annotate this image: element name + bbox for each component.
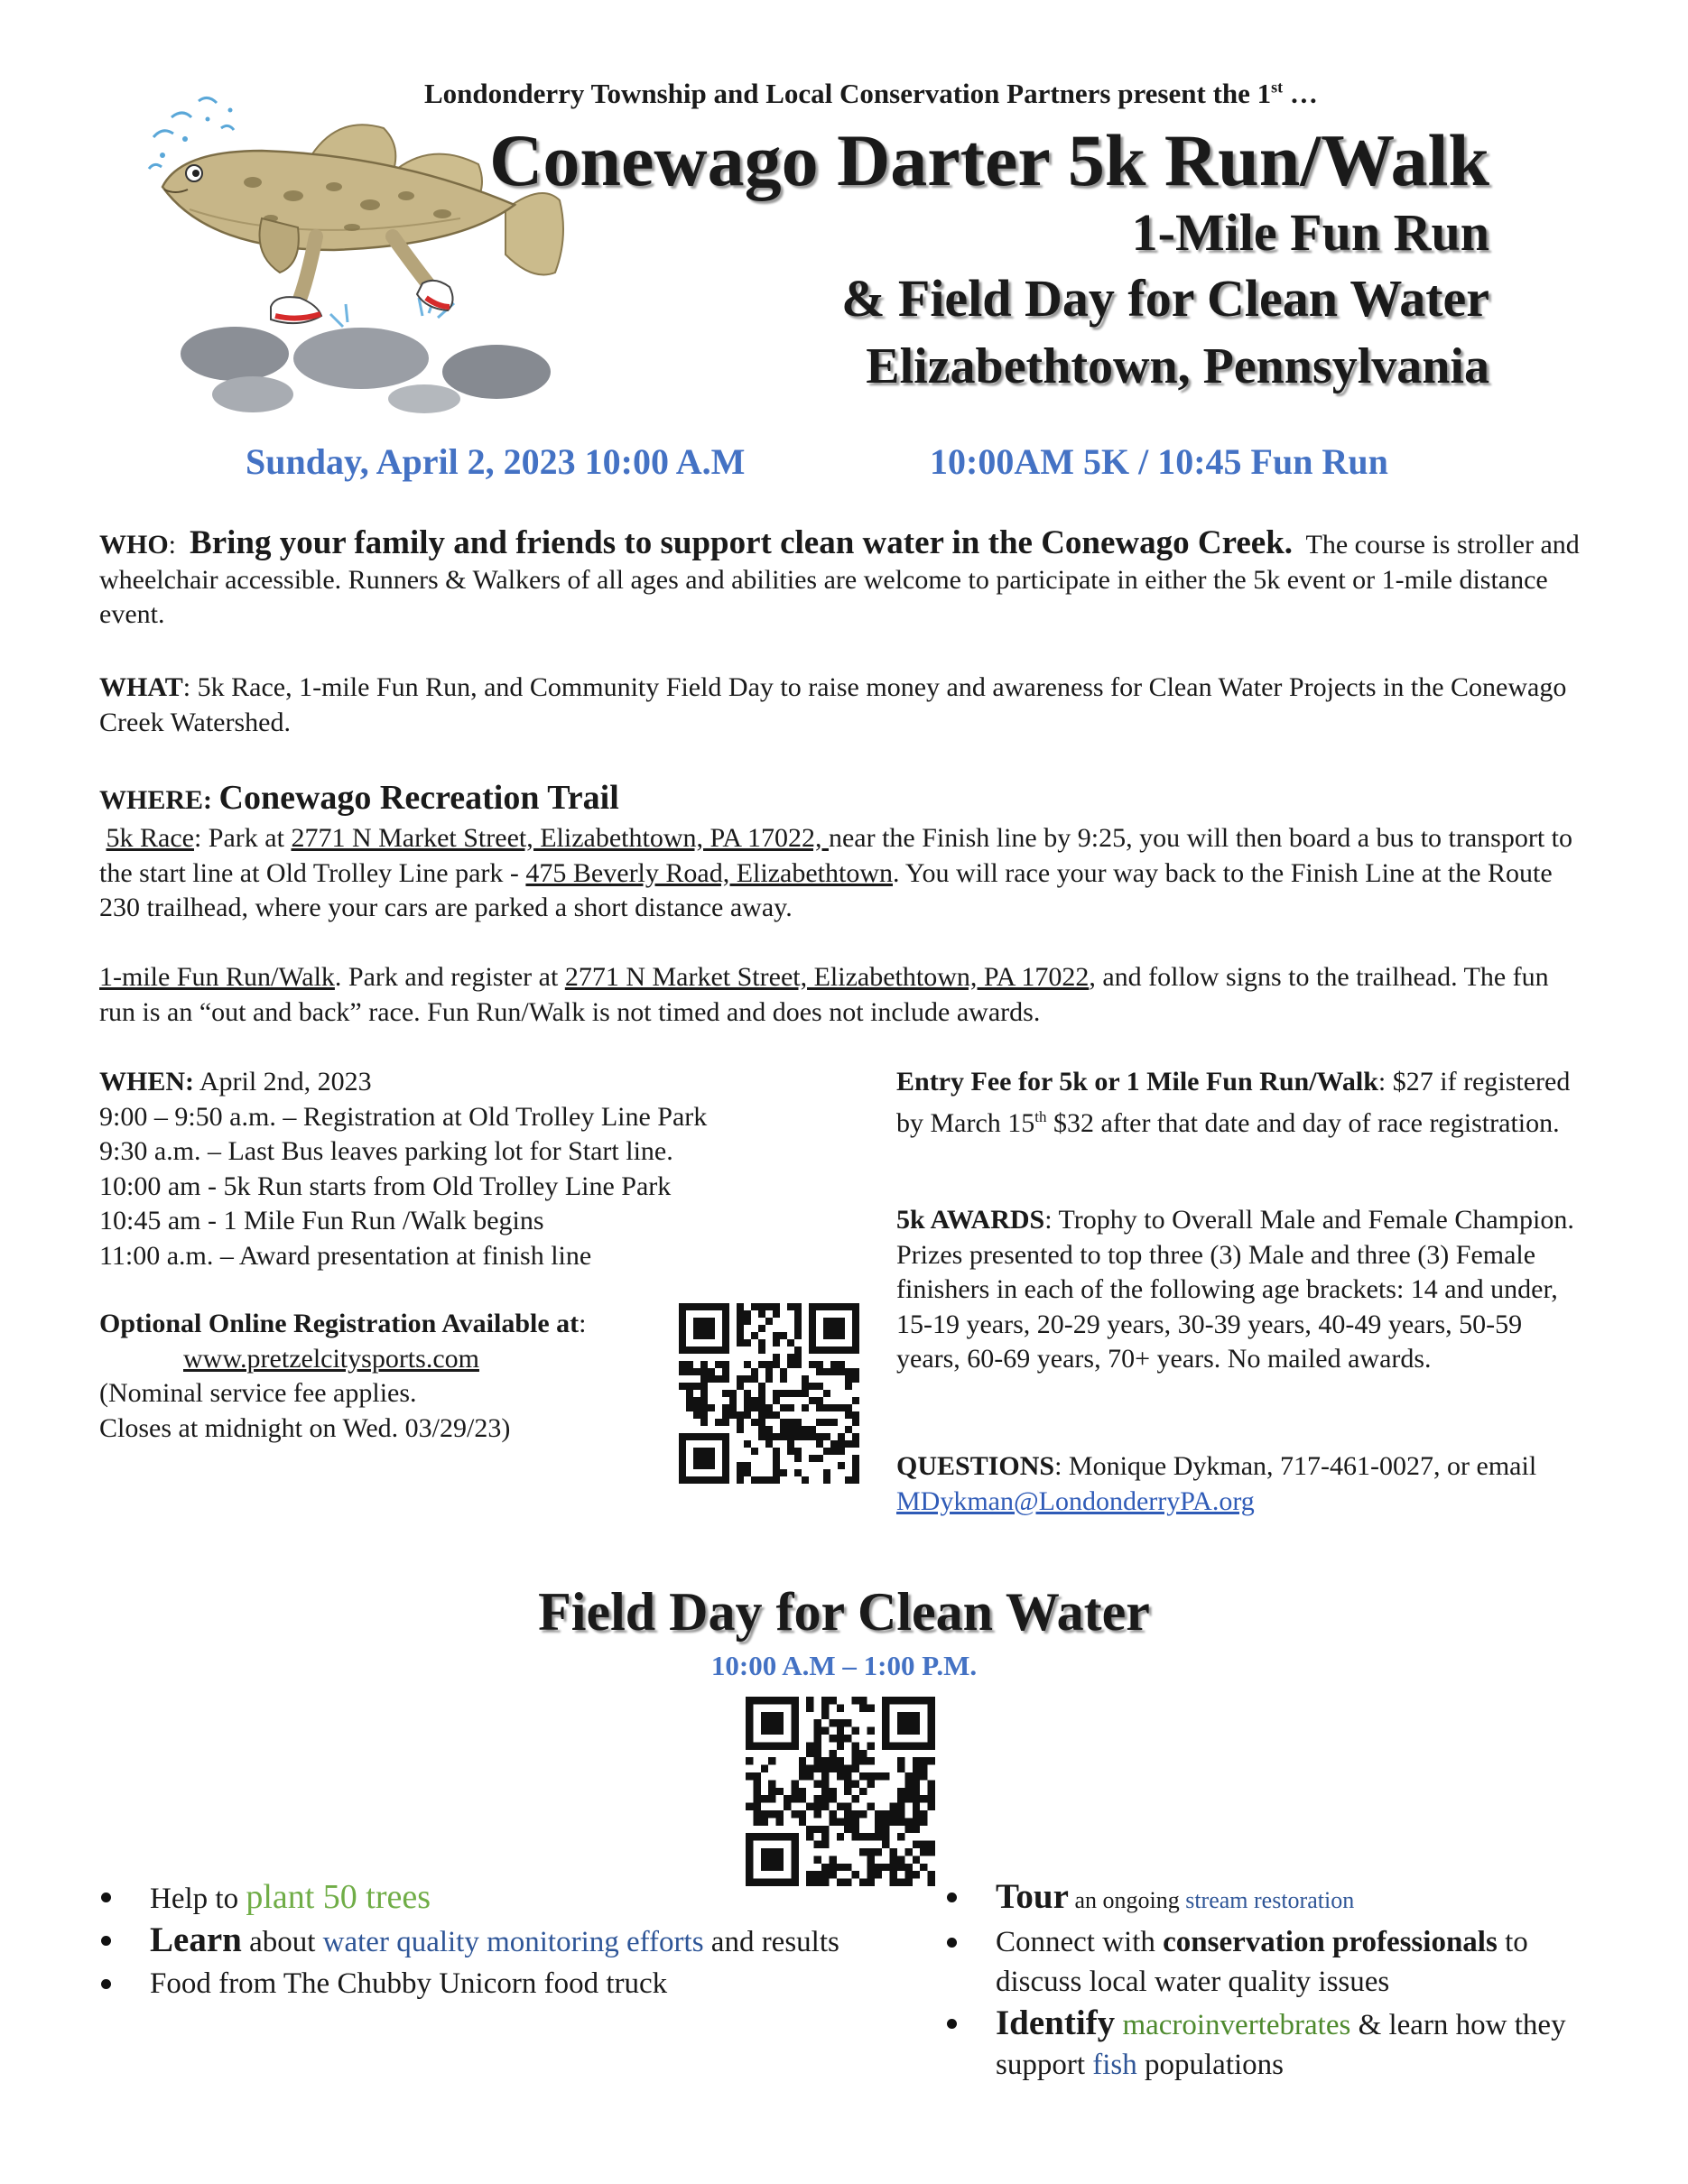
- list-item: Tour an ongoing stream restoration: [996, 1877, 1618, 1920]
- qr-code-field-day[interactable]: [746, 1697, 935, 1886]
- where-5k-text: 5k Race: Park at 2771 N Market Street, Elizabethtown, PA 17022, near the Finish line by 9:25, you will then board a bus to transport to the start line at Old Trolley Line park - 475 Beverly Road, Elizabethtown. You will race your way back to the Finish Line at the Route 230 trailhead, where your cars are parked a short distance away.: [99, 823, 1573, 922]
- list-item: Identify macroinvertebrates & learn how they support fish populations: [996, 2004, 1618, 2085]
- plant-trees-highlight: plant 50 trees: [246, 1878, 431, 1916]
- what-text: : 5k Race, 1-mile Fun Run, and Community Field Day to raise money and awareness for Clean Water Projects in the Conewago Creek Watershed.: [99, 672, 1567, 737]
- field-day-activities-right: [996, 1877, 1618, 2085]
- awards-label: 5k AWARDS: [896, 1205, 1045, 1235]
- where-heading: WHERE: Conewago Recreation Trail: [99, 779, 619, 817]
- schedule-item: 9:00 – 9:50 a.m. – Registration at Old Trolley Line Park: [99, 1101, 708, 1132]
- registration-close-date: Closes at midnight on Wed. 03/29/23): [99, 1412, 511, 1443]
- race-5k-address: 2771 N Market Street, Elizabethtown, PA 17022,: [291, 823, 829, 853]
- event-subtitle-fun-run: 1-Mile Fun Run: [1131, 203, 1489, 262]
- event-times: 10:00AM 5K / 10:45 Fun Run: [930, 441, 1388, 482]
- list-item: Learn about water quality monitoring efforts and results: [150, 1920, 872, 1962]
- entry-fee-section: Entry Fee for 5k or 1 Mile Fun Run/Walk: $27 if registered by March 15th $32 after that date and day of race registration.: [896, 1067, 1571, 1138]
- field-day-title: Field Day for Clean Water: [538, 1582, 1150, 1642]
- schedule-item: 10:45 am - 1 Mile Fun Run /Walk begins: [99, 1206, 544, 1235]
- registration-note: (Nominal service fee applies.: [99, 1378, 417, 1408]
- what-section: [99, 671, 1589, 740]
- water-quality-highlight: water quality monitoring efforts: [322, 1926, 704, 1958]
- where-place: Conewago Recreation Trail: [218, 779, 619, 817]
- registration-label: Optional Online Registration Available at: [99, 1309, 580, 1338]
- schedule-item: 9:30 a.m. – Last Bus leaves parking lot for Start line.: [99, 1136, 673, 1166]
- event-date: Sunday, April 2, 2023 10:00 A.M: [246, 441, 746, 482]
- who-label: WHO: [99, 530, 169, 560]
- presenter-line: Londonderry Township and Local Conservation Partners present the 1st …: [424, 78, 1318, 109]
- who-headline: Bring your family and friends to support clean water in the Conewago Creek.: [190, 524, 1294, 561]
- when-label: WHEN:: [99, 1067, 194, 1097]
- who-section: WHO: Bring your family and friends to support clean water in the Conewago Creek. The course is stroller and wheelchair accessible. Runners & Walkers of all ages and abilities are welcome to participate in either the 5k event or 1-mile distance event.: [99, 524, 1580, 629]
- field-day-time: 10:00 A.M – 1:00 P.M.: [710, 1650, 978, 1681]
- schedule-item: 10:00 am - 5k Run starts from Old Trolley Line Park: [99, 1171, 672, 1201]
- contact-email-link[interactable]: MDykman@LondonderryPA.org: [896, 1485, 1255, 1516]
- race-5k-label: 5k Race: [106, 823, 194, 853]
- schedule-item: 11:00 a.m. – Award presentation at finish line: [99, 1240, 592, 1271]
- event-location: Elizabethtown, Pennsylvania: [866, 338, 1489, 394]
- who-text: The course is stroller and wheelchair accessible. Runners & Walkers of all ages and abilities are welcome to participate in either the 5k event or 1-mile distance event.: [99, 530, 1580, 629]
- list-item: Connect with conservation professionals to discuss local water quality issues: [996, 1922, 1618, 2002]
- awards-section: 5k AWARDS: Trophy to Overall Male and Female Champion. Prizes presented to top three (3) Male and three (3) Female finishers in each of the following age brackets: 14 and under, 15-19 years, 20-29 years, 30-39 years, 40-49 years, 50-59 years, 60-69 years, 70+ years. No mailed awards.: [896, 1205, 1574, 1374]
- start-line-address: 475 Beverly Road, Elizabethtown: [525, 857, 893, 888]
- stream-restoration-highlight: stream restoration: [1185, 1887, 1355, 1913]
- macroinvertebrates-highlight: macroinvertebrates: [1122, 2009, 1351, 2041]
- event-subtitle-field-day: & Field Day for Clean Water: [841, 269, 1489, 328]
- entry-fee-label: Entry Fee for 5k or 1 Mile Fun Run/Walk: [896, 1067, 1378, 1097]
- list-item: Food from The Chubby Unicorn food truck: [150, 1964, 872, 2004]
- field-day-activities-left: [150, 1877, 872, 2004]
- event-title: Conewago Darter 5k Run/Walk: [489, 119, 1489, 201]
- questions-label: QUESTIONS: [896, 1451, 1055, 1481]
- when-section: WHEN: April 2nd, 2023 9:00 – 9:50 a.m. – Registration at Old Trolley Line Park 9:30 a.m. – Last Bus leaves parking lot for Start line. 10:00 am - 5k Run starts from Old Trolley Line Park 10:45 am - 1 Mile Fun Run /Walk begins 11:00 a.m. – Award presentation at finish line: [99, 1065, 839, 1273]
- what-label: WHAT: [99, 672, 183, 702]
- registration-section: Optional Online Registration Available at: www.pretzelcitysports.com (Nominal service fee applies. Closes at midnight on Wed. 03/29/23): [99, 1307, 677, 1446]
- fun-run-address: 2771 N Market Street, Elizabethtown, PA 17022: [564, 962, 1090, 992]
- fun-run-label: 1-mile Fun Run/Walk: [99, 962, 335, 992]
- list-item: Help to plant 50 trees: [150, 1877, 872, 1919]
- questions-section: QUESTIONS: Monique Dykman, 717-461-0027, or email MDykman@LondonderryPA.org: [896, 1451, 1537, 1516]
- fish-highlight: fish: [1092, 2049, 1137, 2081]
- registration-link[interactable]: www.pretzelcitysports.com: [183, 1343, 479, 1374]
- where-fun-run-text: 1-mile Fun Run/Walk. Park and register at 2771 N Market Street, Elizabethtown, PA 17022, and follow signs to the trailhead. The fun run is an “out and back” race. Fun Run/Walk is not timed and does not include awards.: [99, 962, 1549, 1027]
- qr-code-registration[interactable]: [679, 1303, 859, 1484]
